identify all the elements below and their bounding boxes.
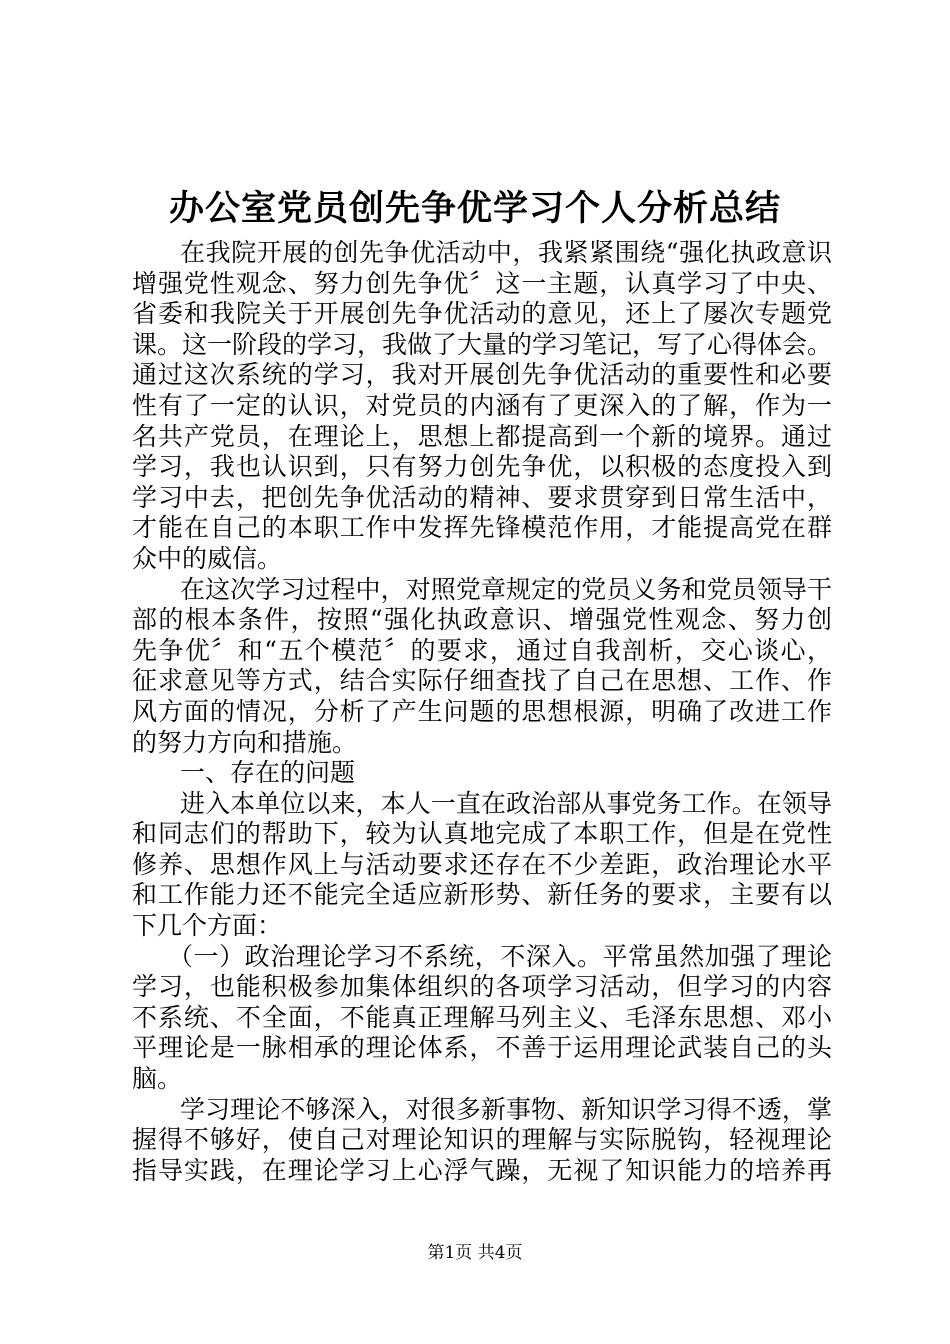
- text-line: 指导实践，在理论学习上心浮气躁，无视了知识能力的培养再: [132, 1155, 832, 1185]
- text-line: 在这次学习过程中，对照党章规定的党员义务和党员领导干: [180, 574, 832, 604]
- text-line: 才能在自己的本职工作中发挥先锋模范作用，才能提高党在群: [132, 513, 832, 543]
- page-footer: 第1页 共4页: [427, 1243, 523, 1263]
- text-line: 不系统、不全面，不能真正理解马列主义、毛泽东思想、邓小: [132, 1002, 832, 1032]
- text-line: 的努力方向和措施。: [132, 727, 358, 757]
- section-heading: 一、存在的问题: [180, 758, 356, 788]
- text-line: 和工作能力还不能完全适应新形势、新任务的要求，主要有以: [132, 880, 832, 910]
- text-line: 性有了一定的认识，对党员的内涵有了更深入的了解，作为一: [132, 390, 832, 420]
- text-line: 省委和我院关于开展创先争优活动的意见，还上了屡次专题党: [132, 299, 832, 329]
- text-line: 众中的威信。: [132, 543, 283, 573]
- text-line: 先争优〞和“五个模范〞的要求，通过自我剖析，交心谈心，: [132, 635, 832, 665]
- text-line: （一）政治理论学习不系统，不深入。平常虽然加强了理论: [168, 941, 832, 971]
- text-line: 通过这次系统的学习，我对开展创先争优活动的重要性和必要: [132, 360, 832, 390]
- text-line: 名共产党员，在理论上，思想上都提高到一个新的境界。通过: [132, 421, 832, 451]
- text-line: 和同志们的帮助下，较为认真地完成了本职工作，但是在党性: [132, 819, 832, 849]
- text-line: 修养、思想作风上与活动要求还存在不少差距，政治理论水平: [132, 849, 832, 879]
- text-line: 部的根本条件，按照“强化执政意识、增强党性观念、努力创: [132, 605, 832, 635]
- document-body: [132, 238, 832, 1186]
- text-line: 在我院开展的创先争优活动中，我紧紧围绕“强化执政意识: [180, 238, 832, 267]
- text-line: 脑。: [132, 1064, 183, 1094]
- text-line: 下几个方面：: [132, 911, 283, 941]
- document-title: 办公室党员创先争优学习个人分析总结: [168, 188, 781, 229]
- text-line: 征求意见等方式，结合实际仔细查找了自己在思想、工作、作: [132, 666, 832, 696]
- text-line: 学习理论不够深入，对很多新事物、新知识学习得不透，掌: [180, 1094, 832, 1124]
- text-line: 学习，也能积极参加集体组织的各项学习活动，但学习的内容: [132, 972, 832, 1002]
- text-line: 学习中去，把创先争优活动的精神、要求贯穿到日常生活中，: [132, 482, 832, 512]
- text-line: 风方面的情况，分析了产生问题的思想根源，明确了改进工作: [132, 696, 832, 726]
- text-line: 平理论是一脉相承的理论体系，不善于运用理论武装自己的头: [132, 1033, 832, 1063]
- text-line: 握得不够好，使自己对理论知识的理解与实际脱钩，轻视理论: [132, 1125, 832, 1155]
- text-line: 学习，我也认识到，只有努力创先争优，以积极的态度投入到: [132, 452, 832, 482]
- text-line: 进入本单位以来，本人一直在政治部从事党务工作。在领导: [180, 788, 832, 818]
- text-line: 增强党性观念、努力创先争优〞这一主题，认真学习了中央、: [132, 268, 832, 298]
- text-line: 课。这一阶段的学习，我做了大量的学习笔记，写了心得体会。: [132, 329, 833, 359]
